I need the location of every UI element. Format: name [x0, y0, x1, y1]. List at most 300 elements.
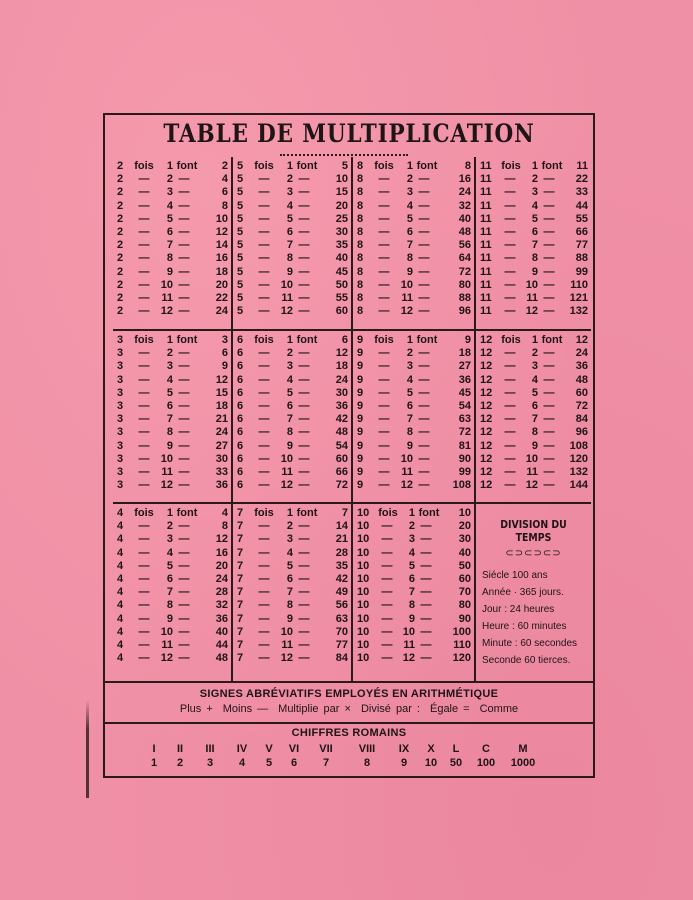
multiplicand: 9	[357, 466, 364, 479]
table-row	[357, 533, 471, 546]
ornament: ⊂⊃⊂⊃⊂⊃	[505, 548, 562, 559]
multiplicand: 2	[117, 305, 124, 318]
connector: —	[298, 386, 310, 399]
table-row	[237, 426, 348, 439]
product: 14	[215, 239, 228, 252]
product: 110	[570, 278, 588, 291]
table-row	[117, 387, 228, 400]
title-underline	[280, 154, 408, 156]
connector: —	[543, 386, 555, 399]
connector: —	[543, 173, 555, 186]
connector: —	[178, 186, 190, 199]
product: 120	[569, 452, 588, 465]
multiplicand: 7	[237, 599, 244, 612]
product: 42	[335, 413, 348, 426]
connector: —	[298, 305, 310, 318]
multiplicand: 7	[237, 639, 244, 652]
table-row	[480, 440, 588, 453]
product: 96	[575, 426, 588, 439]
connector: —	[298, 479, 310, 492]
multiplier: 8	[531, 426, 538, 439]
roman-numeral: X	[427, 743, 435, 755]
table-row	[237, 200, 348, 213]
table-row	[480, 387, 588, 400]
product: 108	[569, 439, 588, 452]
multiplier: 4	[406, 199, 413, 212]
multiplicand: 5	[237, 265, 244, 278]
table-row	[237, 560, 348, 573]
multiplicand: 11	[480, 278, 492, 291]
product: 9	[221, 360, 228, 373]
multiplicand: 9	[357, 373, 364, 386]
multiplicand: 11	[480, 186, 492, 199]
product: 77	[335, 639, 348, 652]
table-row	[117, 200, 228, 213]
connector: font	[296, 160, 318, 172]
multiplier: 3	[286, 533, 293, 546]
connector: font	[176, 160, 198, 172]
table-row	[117, 639, 228, 652]
multiplier: 11	[526, 292, 538, 305]
product: 96	[458, 305, 471, 318]
connector: fois	[501, 160, 521, 172]
table-6	[231, 331, 351, 504]
connector: —	[258, 226, 270, 239]
connector: —	[381, 612, 393, 625]
multiplicand: 3	[117, 413, 124, 426]
product: 6	[341, 334, 348, 346]
connector: —	[418, 173, 430, 186]
multiplier: 12	[525, 479, 538, 492]
connector: —	[178, 413, 190, 426]
connector: —	[138, 386, 150, 399]
multiplicand: 10	[357, 586, 370, 599]
product: 30	[335, 386, 348, 399]
table-row	[480, 453, 588, 466]
connector: —	[298, 466, 310, 479]
multiplicand: 4	[117, 586, 124, 599]
product: 20	[215, 559, 228, 572]
multiplier: 4	[531, 199, 538, 212]
product: 22	[215, 292, 228, 305]
connector: font	[541, 160, 563, 172]
table-row	[117, 440, 228, 453]
multiplicand: 4	[117, 533, 124, 546]
connector: —	[504, 400, 516, 413]
table-row	[117, 453, 228, 466]
multiplier: 9	[531, 439, 538, 452]
multiplicand: 11	[480, 173, 492, 186]
connector: —	[543, 212, 555, 225]
connector: —	[258, 625, 270, 638]
connector: font	[416, 160, 438, 172]
connector: —	[258, 413, 270, 426]
multiplicand: 10	[357, 559, 370, 572]
connector: —	[504, 413, 516, 426]
arabic-numeral: 5	[265, 757, 273, 769]
connector: —	[381, 533, 393, 546]
product: 55	[335, 292, 348, 305]
connector: —	[504, 212, 516, 225]
product: 45	[335, 265, 348, 278]
connector: —	[543, 252, 555, 265]
table-5	[231, 157, 351, 331]
multiplier: 3	[531, 360, 538, 373]
multiplicand: 12	[480, 334, 493, 346]
multiplier: 11	[161, 639, 173, 652]
table-header-row	[117, 160, 228, 173]
table-header-row	[237, 160, 348, 173]
multiplier: 10	[400, 278, 413, 291]
connector: —	[418, 479, 430, 492]
multiplier: 6	[406, 226, 413, 239]
product: 8	[464, 160, 471, 172]
connector: —	[543, 439, 555, 452]
roman-numeral: V	[265, 743, 273, 755]
connector: —	[258, 520, 270, 533]
product: 20	[458, 520, 471, 533]
multiplier: 1	[531, 334, 538, 346]
connector: —	[543, 186, 555, 199]
connector: —	[178, 573, 190, 586]
multiplicand: 4	[117, 612, 124, 625]
connector: —	[298, 400, 310, 413]
multiplicand: 8	[357, 173, 364, 186]
arabic-numeral: 10	[424, 757, 438, 769]
connector: —	[418, 199, 430, 212]
table-10	[351, 504, 474, 683]
product: 7	[341, 507, 348, 519]
connector: fois	[254, 160, 274, 172]
connector: —	[381, 625, 393, 638]
connector: —	[378, 466, 390, 479]
multiplier: 6	[166, 400, 173, 413]
table-row	[237, 239, 348, 252]
table-row	[480, 479, 588, 492]
arabic-numeral: 100	[476, 757, 496, 769]
table-row	[237, 440, 348, 453]
table-row	[357, 186, 471, 199]
roman-numerals-table	[141, 742, 541, 770]
multiplicand: 10	[357, 612, 370, 625]
connector: —	[178, 239, 190, 252]
multiplicand: 7	[237, 573, 244, 586]
product: 12	[215, 533, 228, 546]
table-row	[480, 466, 588, 479]
connector: —	[258, 186, 270, 199]
product: 3	[221, 334, 228, 346]
multiplicand: 4	[117, 625, 124, 638]
multiplier: 2	[531, 347, 538, 360]
table-header-row	[480, 334, 588, 347]
table-row	[237, 586, 348, 599]
multiplier: 10	[280, 278, 293, 291]
table-row	[357, 279, 471, 292]
connector: —	[420, 639, 432, 652]
connector: —	[258, 212, 270, 225]
connector: font	[176, 334, 198, 346]
multiplicand: 2	[117, 212, 124, 225]
table-row	[480, 305, 588, 318]
connector: —	[543, 265, 555, 278]
multiplier: 9	[406, 265, 413, 278]
multiplicand: 3	[117, 347, 124, 360]
product: 24	[335, 373, 348, 386]
table-row	[237, 520, 348, 533]
product: 45	[458, 386, 471, 399]
multiplier: 10	[160, 278, 173, 291]
multiplier: 2	[166, 520, 173, 533]
connector: —	[258, 360, 270, 373]
multiplier: 12	[160, 479, 173, 492]
multiplicand: 4	[117, 599, 124, 612]
multiplicand: 5	[237, 173, 244, 186]
product: 90	[458, 612, 471, 625]
product: 32	[458, 199, 471, 212]
multiplicand: 6	[237, 413, 244, 426]
product: 22	[575, 173, 588, 186]
multiplier: 6	[166, 573, 173, 586]
product: 12	[335, 347, 348, 360]
table-row	[117, 360, 228, 373]
connector: —	[504, 386, 516, 399]
connector: —	[138, 186, 150, 199]
product: 35	[335, 239, 348, 252]
multiplicand: 3	[117, 360, 124, 373]
sign-item: Comme	[479, 703, 519, 715]
multiplicand: 11	[480, 239, 492, 252]
product: 66	[335, 466, 348, 479]
product: 60	[458, 573, 471, 586]
multiplicand: 12	[480, 479, 493, 492]
multiplicand: 9	[357, 426, 364, 439]
connector: —	[178, 599, 190, 612]
multiplier: 6	[286, 226, 293, 239]
multiplier: 4	[166, 199, 173, 212]
connector: —	[504, 439, 516, 452]
product: 72	[575, 400, 588, 413]
connector: —	[298, 226, 310, 239]
connector: —	[138, 426, 150, 439]
multiplier: 2	[406, 173, 413, 186]
connector: —	[418, 452, 430, 465]
connector: —	[381, 586, 393, 599]
multiplier: 1	[166, 160, 173, 172]
table-row	[117, 466, 228, 479]
table-row	[357, 626, 471, 639]
multiplier: 5	[531, 212, 538, 225]
product: 80	[458, 278, 471, 291]
product: 60	[335, 305, 348, 318]
multiplicand: 8	[357, 239, 364, 252]
connector: —	[504, 452, 516, 465]
multiplicand: 2	[117, 160, 124, 172]
connector: —	[543, 347, 555, 360]
table-9	[351, 331, 474, 504]
multiplicand: 6	[237, 373, 244, 386]
time-unit-line: Heure : 60 minutes	[482, 621, 567, 632]
connector: —	[138, 625, 150, 638]
multiplicand: 10	[357, 507, 370, 519]
multiplicand: 11	[480, 199, 492, 212]
connector: —	[178, 612, 190, 625]
table-row	[357, 560, 471, 573]
multiplicand: 3	[117, 439, 124, 452]
connector: —	[420, 612, 432, 625]
table-row	[480, 173, 588, 186]
multiplier: 2	[531, 173, 538, 186]
product: 36	[458, 373, 471, 386]
time-unit-line: Jour : 24 heures	[482, 604, 555, 615]
table-row	[237, 466, 348, 479]
connector: —	[258, 173, 270, 186]
table-row	[480, 200, 588, 213]
table-row	[117, 279, 228, 292]
table-row	[480, 279, 588, 292]
multiplier: 9	[286, 612, 293, 625]
multiplier: 4	[531, 373, 538, 386]
multiplier: 2	[166, 173, 173, 186]
multiplier: 8	[166, 599, 173, 612]
multiplier: 3	[166, 533, 173, 546]
multiplicand: 3	[117, 466, 124, 479]
connector: —	[504, 466, 516, 479]
multiplicand: 6	[237, 360, 244, 373]
table-2	[113, 157, 231, 331]
connector: —	[378, 265, 390, 278]
connector: —	[504, 479, 516, 492]
multiplier: 1	[286, 160, 293, 172]
product: 99	[458, 466, 471, 479]
product: 40	[458, 546, 471, 559]
multiplier: 12	[400, 305, 413, 318]
multiplier: 1	[408, 507, 415, 519]
roman-numeral: I	[152, 743, 156, 755]
multiplicand: 11	[480, 265, 492, 278]
multiplication-table-sheet	[103, 113, 595, 778]
product: 16	[215, 252, 228, 265]
connector: —	[178, 520, 190, 533]
table-row	[357, 347, 471, 360]
connector: —	[418, 466, 430, 479]
multiplicand: 3	[117, 426, 124, 439]
multiplier: 1	[406, 334, 413, 346]
product: 36	[335, 400, 348, 413]
roman-numeral: M	[518, 743, 528, 755]
connector: —	[418, 360, 430, 373]
connector: —	[378, 386, 390, 399]
product: 27	[458, 360, 471, 373]
multiplicand: 10	[357, 546, 370, 559]
connector: —	[258, 479, 270, 492]
table-row	[357, 400, 471, 413]
table-7	[231, 504, 351, 683]
multiplicand: 7	[237, 652, 244, 665]
connector: —	[258, 386, 270, 399]
table-row	[237, 266, 348, 279]
connector: —	[418, 226, 430, 239]
multiplicand: 5	[237, 160, 244, 172]
connector: —	[138, 413, 150, 426]
connector: —	[178, 452, 190, 465]
connector: —	[504, 265, 516, 278]
multiplier: 1	[531, 160, 538, 172]
product: 121	[569, 292, 588, 305]
table-row	[480, 239, 588, 252]
connector: —	[298, 360, 310, 373]
table-row	[237, 213, 348, 226]
multiplicand: 6	[237, 347, 244, 360]
connector: —	[378, 347, 390, 360]
table-row	[357, 652, 471, 665]
multiplier: 8	[406, 252, 413, 265]
multiplicand: 2	[117, 252, 124, 265]
multiplicand: 9	[357, 452, 364, 465]
multiplicand: 8	[357, 186, 364, 199]
connector: —	[138, 239, 150, 252]
table-row	[237, 533, 348, 546]
product: 70	[458, 586, 471, 599]
table-row	[117, 186, 228, 199]
product: 28	[215, 586, 228, 599]
roman-numeral: L	[452, 743, 460, 755]
connector: —	[504, 305, 516, 318]
roman-numeral: C	[482, 743, 490, 755]
arabic-numeral: 3	[206, 757, 214, 769]
connector: —	[381, 546, 393, 559]
connector: font	[296, 507, 318, 519]
product: 55	[575, 212, 588, 225]
multiplicand: 6	[237, 334, 244, 346]
table-12	[474, 331, 591, 504]
connector: —	[418, 186, 430, 199]
multiplier: 1	[406, 160, 413, 172]
multiplier: 2	[286, 520, 293, 533]
product: 72	[458, 265, 471, 278]
connector: —	[258, 546, 270, 559]
connector: —	[258, 639, 270, 652]
connector: —	[178, 347, 190, 360]
product: 33	[575, 186, 588, 199]
product: 6	[221, 186, 228, 199]
multiplier: 4	[286, 199, 293, 212]
table-row	[480, 226, 588, 239]
connector: —	[138, 373, 150, 386]
connector: —	[543, 426, 555, 439]
table-row	[117, 374, 228, 387]
connector: —	[138, 533, 150, 546]
multiplier: 5	[166, 386, 173, 399]
multiplier: 4	[406, 373, 413, 386]
multiplicand: 10	[357, 652, 370, 665]
multiplier: 4	[286, 546, 293, 559]
multiplier: 5	[406, 386, 413, 399]
connector: —	[378, 292, 390, 305]
connector: —	[138, 652, 150, 665]
multiplier: 8	[531, 252, 538, 265]
sign-item: Divisé par :	[360, 703, 420, 715]
time-unit-line: Minute : 60 secondes	[482, 638, 578, 649]
connector: —	[418, 265, 430, 278]
arabic-numeral: 2	[176, 757, 184, 769]
multiplier: 8	[286, 599, 293, 612]
multiplier: 9	[166, 439, 173, 452]
product: 24	[215, 305, 228, 318]
product: 11	[576, 160, 588, 172]
multiplicand: 10	[357, 533, 370, 546]
arabic-numeral: 9	[400, 757, 408, 769]
connector: —	[420, 546, 432, 559]
